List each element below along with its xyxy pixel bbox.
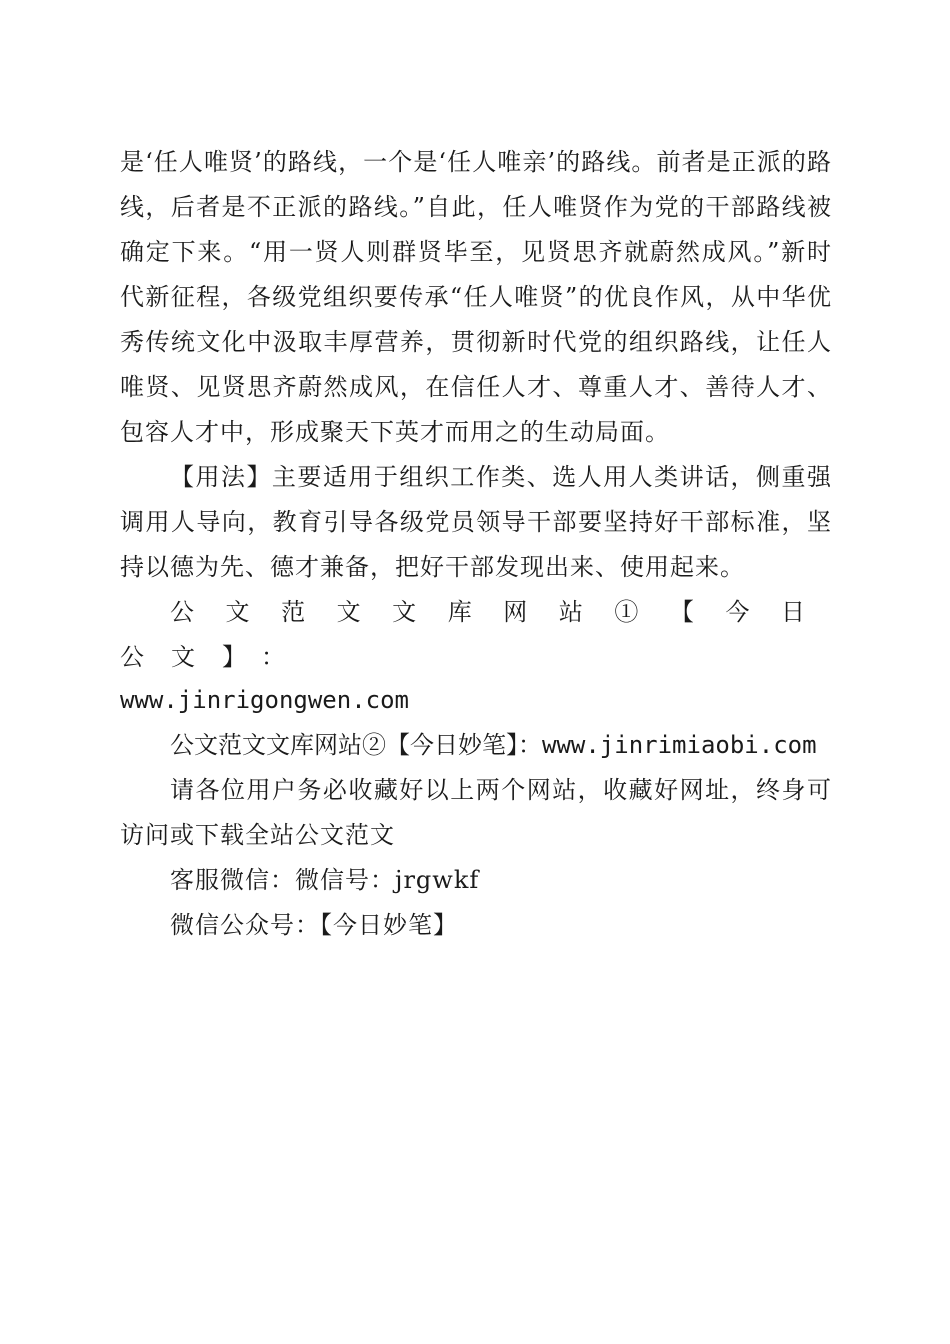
site2-url[interactable]: www.jinrimiaobi.com xyxy=(542,731,817,759)
site1-url[interactable]: www.jinrigongwen.com xyxy=(120,686,409,714)
site2-line xyxy=(120,723,832,768)
wechat-public-line: 微信公众号：【今日妙笔】 xyxy=(170,911,458,939)
site2-label: 公文范文文库网站②【今日妙笔】： xyxy=(170,731,542,759)
document-body xyxy=(120,140,832,948)
paragraph-usage: 【用法】主要适用于组织工作类、选人用人类讲话，侧重强调用人导向，教育引导各级党员领导干部要坚持好干部标准，坚持以德为先、德才兼备，把好干部发现出来、使用起来。 xyxy=(120,463,832,581)
site1-line xyxy=(120,590,832,680)
paragraph-main: 是‘任人唯贤’的路线，一个是‘任人唯亲’的路线。前者是正派的路线，后者是不正派的路线。”自此，任人唯贤作为党的干部路线被确定下来。“用一贤人则群贤毕至，见贤思齐就蔚然成风。”新时代新征程，各级党组织要传承“任人唯贤”的优良作风，从中华优秀传统文化中汲取丰厚营养，贯彻新时代党的组织路线，让任人唯贤、见贤思齐蔚然成风，在信任人才、尊重人才、善待人才、包容人才中，形成聚天下英才而用之的生动局面。 xyxy=(120,148,832,446)
site1-label: 公文范文文库网站①【今日公文】： xyxy=(120,598,832,671)
notice-paragraph: 请各位用户务必收藏好以上两个网站，收藏好网址，终身可访问或下载全站公文范文 xyxy=(120,776,832,849)
site1-url-line xyxy=(120,678,832,723)
wechat-service-line: 客服微信：微信号：jrgwkf xyxy=(170,866,480,894)
